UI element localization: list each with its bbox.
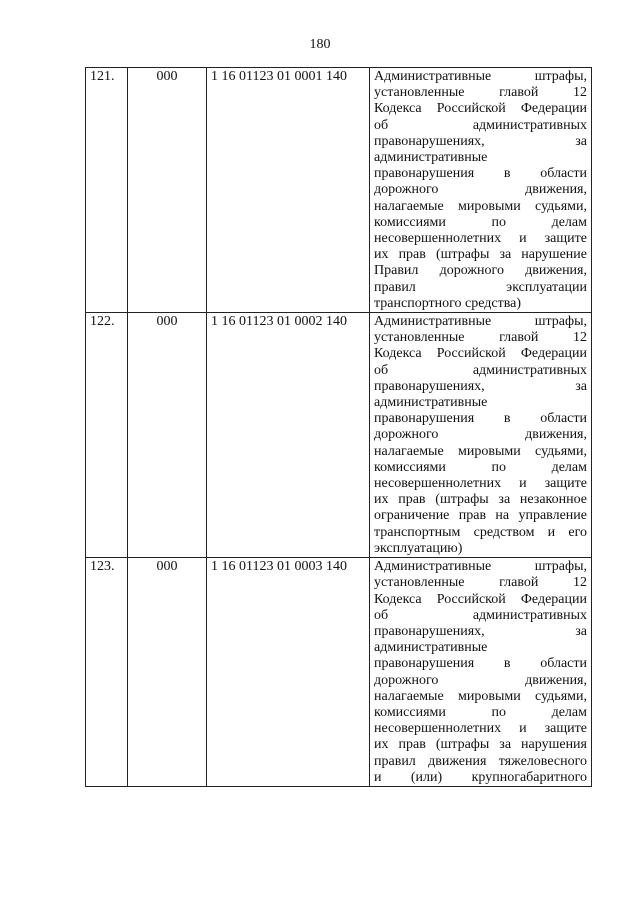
description-line: налагаемые мировыми судьями, xyxy=(374,443,587,459)
description-line: Административные штрафы, xyxy=(374,559,587,575)
description-line: их прав (штрафы за незаконное xyxy=(374,492,587,508)
table-row xyxy=(86,558,592,787)
description-line: правонарушения в области xyxy=(374,656,587,672)
description-line: Кодекса Российской Федерации xyxy=(374,591,587,607)
table-row xyxy=(86,68,592,313)
description-line: их прав (штрафы за нарушение xyxy=(374,247,587,263)
description-line: комиссиями по делам xyxy=(374,214,587,230)
description-line: правил движения тяжеловесного xyxy=(374,753,587,769)
description-line: налагаемые мировыми судьями, xyxy=(374,198,587,214)
row-number: 122. xyxy=(86,313,128,558)
description-line: несовершеннолетних и защите xyxy=(374,476,587,492)
description-line: их прав (штрафы за нарушения xyxy=(374,737,587,753)
description-line: комиссиями по делам xyxy=(374,459,587,475)
description-line: несовершеннолетних и защите xyxy=(374,231,587,247)
table-row xyxy=(86,313,592,558)
description-line: несовершеннолетних и защите xyxy=(374,721,587,737)
row-number: 121. xyxy=(86,68,128,313)
budget-classification-code: 1 16 01123 01 0003 140 xyxy=(207,558,370,787)
budget-classification-code: 1 16 01123 01 0002 140 xyxy=(207,313,370,558)
description-line: транспортного средства) xyxy=(374,295,522,311)
description-line: комиссиями по делам xyxy=(374,704,587,720)
description-line: эксплуатацию) xyxy=(374,540,463,556)
description-line: ограничение прав на управление xyxy=(374,508,587,524)
description-line: правонарушениях, за xyxy=(374,133,587,149)
description-line: правонарушения в области xyxy=(374,166,587,182)
description-line: дорожного движения, xyxy=(374,672,587,688)
description-line: налагаемые мировыми судьями, xyxy=(374,688,587,704)
administrator-code: 000 xyxy=(128,313,207,558)
revenue-description xyxy=(370,313,592,558)
description-line: административные xyxy=(374,395,488,411)
description-line: об административных xyxy=(374,607,587,623)
description-line: установленные главой 12 xyxy=(374,85,587,101)
description-line: административные xyxy=(374,640,488,656)
description-line: правил эксплуатации xyxy=(374,279,587,295)
description-line: дорожного движения, xyxy=(374,182,587,198)
administrator-code: 000 xyxy=(128,68,207,313)
description-line: Правил дорожного движения, xyxy=(374,263,587,279)
revenue-description xyxy=(370,558,592,787)
description-line: об административных xyxy=(374,362,587,378)
description-line: правонарушения в области xyxy=(374,411,587,427)
budget-classification-code: 1 16 01123 01 0001 140 xyxy=(207,68,370,313)
administrator-code: 000 xyxy=(128,558,207,787)
description-line: установленные главой 12 xyxy=(374,330,587,346)
description-line: правонарушениях, за xyxy=(374,378,587,394)
page-number: 180 xyxy=(309,37,331,52)
description-line: Административные штрафы, xyxy=(374,69,587,84)
description-line: правонарушениях, за xyxy=(374,623,587,639)
description-line: и (или) крупногабаритного xyxy=(374,769,587,785)
description-line: об административных xyxy=(374,117,587,133)
budget-codes-table xyxy=(85,67,592,787)
description-line: Административные штрафы, xyxy=(374,314,587,330)
description-line: Кодекса Российской Федерации xyxy=(374,101,587,117)
row-number: 123. xyxy=(86,558,128,787)
table-body xyxy=(86,68,592,787)
description-line: Кодекса Российской Федерации xyxy=(374,346,587,362)
description-line: установленные главой 12 xyxy=(374,575,587,591)
revenue-description xyxy=(370,68,592,313)
description-line: административные xyxy=(374,150,488,166)
description-line: дорожного движения, xyxy=(374,427,587,443)
description-line: транспортным средством и его xyxy=(374,524,587,540)
